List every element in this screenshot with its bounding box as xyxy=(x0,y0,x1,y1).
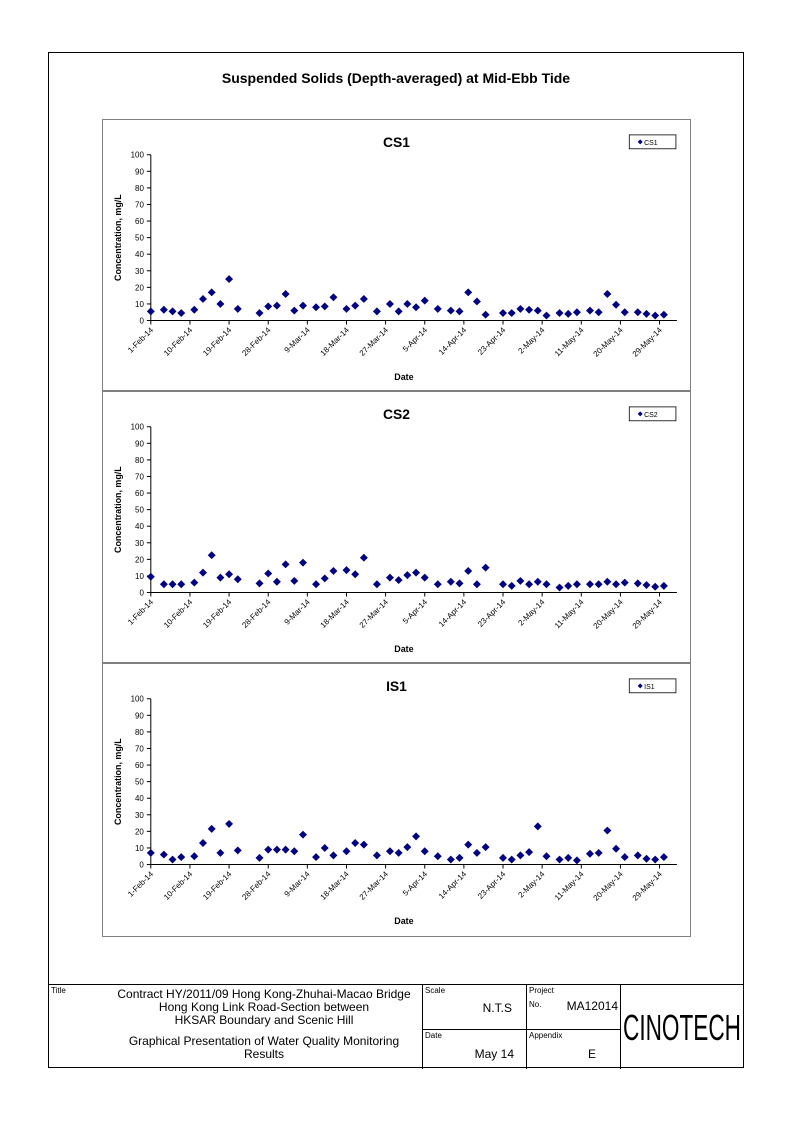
x-tick-label: 14-Apr-14 xyxy=(436,325,469,357)
data-point xyxy=(282,560,290,568)
y-tick-label: 0 xyxy=(139,316,144,326)
data-point xyxy=(264,846,272,854)
data-point xyxy=(312,853,320,861)
data-point xyxy=(473,297,481,305)
data-point xyxy=(447,307,455,315)
data-point xyxy=(343,847,351,855)
x-tick-label: 11-May-14 xyxy=(552,325,586,359)
data-point xyxy=(464,288,472,296)
data-point xyxy=(177,853,185,861)
data-point xyxy=(225,820,233,828)
legend-label: CS2 xyxy=(644,411,658,419)
cinotech-logo xyxy=(620,985,744,1069)
drawing-subtitle-line: Results xyxy=(243,1047,284,1061)
x-tick-label: 9-Mar-14 xyxy=(282,869,312,899)
data-point xyxy=(312,580,320,588)
data-point xyxy=(225,570,233,578)
data-point xyxy=(660,853,668,861)
x-tick-label: 10-Feb-14 xyxy=(162,325,195,358)
drawing-subtitle xyxy=(108,1035,420,1061)
data-point xyxy=(516,305,524,313)
title-label: Title xyxy=(51,986,66,995)
data-point xyxy=(508,856,516,864)
data-point xyxy=(273,846,281,854)
data-point xyxy=(573,308,581,316)
y-tick-label: 90 xyxy=(135,439,144,449)
data-point xyxy=(573,856,581,864)
x-tick-label: 23-Apr-14 xyxy=(476,325,508,357)
data-point xyxy=(543,852,551,860)
data-point xyxy=(147,573,155,581)
data-point xyxy=(434,852,442,860)
data-point xyxy=(234,305,242,313)
x-axis-label: Date xyxy=(394,916,414,927)
y-tick-label: 60 xyxy=(135,761,144,771)
x-tick-label: 5-Apr-14 xyxy=(400,597,430,626)
data-point xyxy=(556,584,564,592)
data-point xyxy=(564,582,572,590)
data-point xyxy=(386,300,394,308)
data-point xyxy=(603,827,611,835)
y-axis-label: Concentration, mg/L xyxy=(113,466,124,554)
data-point xyxy=(160,851,168,859)
date-label: Date xyxy=(425,1031,442,1040)
data-point xyxy=(412,303,420,311)
data-point xyxy=(412,569,420,577)
x-tick-label: 18-Mar-14 xyxy=(318,597,351,630)
x-tick-label: 1-Feb-14 xyxy=(126,325,156,355)
data-point xyxy=(586,580,594,588)
data-point xyxy=(621,853,629,861)
x-tick-label: 5-Apr-14 xyxy=(400,325,430,354)
data-point xyxy=(299,302,307,310)
data-point xyxy=(543,312,551,320)
data-point xyxy=(343,566,351,574)
data-point xyxy=(473,849,481,857)
data-point xyxy=(403,843,411,851)
data-point xyxy=(643,310,651,318)
project-number: MA12014 xyxy=(566,999,618,1013)
data-point xyxy=(169,580,177,588)
data-point xyxy=(321,844,329,852)
y-tick-label: 50 xyxy=(135,505,144,515)
appendix-value: E xyxy=(587,1047,596,1061)
data-point xyxy=(634,308,642,316)
y-tick-label: 50 xyxy=(135,233,144,243)
data-point xyxy=(282,290,290,298)
y-tick-label: 20 xyxy=(135,283,144,293)
data-point xyxy=(564,854,572,862)
y-tick-label: 70 xyxy=(135,472,144,482)
data-point xyxy=(473,580,481,588)
x-tick-label: 5-Apr-14 xyxy=(400,869,430,898)
chart-legend xyxy=(629,407,676,421)
x-tick-label: 2-May-14 xyxy=(516,869,547,900)
y-tick-label: 80 xyxy=(135,455,144,465)
data-point xyxy=(447,578,455,586)
data-point xyxy=(421,297,429,305)
data-point xyxy=(216,574,224,582)
data-point xyxy=(199,569,207,577)
x-tick-label: 1-Feb-14 xyxy=(126,597,156,627)
data-point xyxy=(329,567,337,575)
data-point xyxy=(208,288,216,296)
y-tick-label: 10 xyxy=(135,299,144,309)
x-tick-label: 29-May-14 xyxy=(630,597,664,631)
y-tick-label: 80 xyxy=(135,727,144,737)
chart-svg xyxy=(103,120,690,390)
data-point xyxy=(321,574,329,582)
drawing-subtitle-line: Graphical Presentation of Water Quality Monitoring xyxy=(128,1034,400,1048)
data-point xyxy=(456,854,464,862)
data-point xyxy=(299,559,307,567)
data-point xyxy=(256,309,264,317)
x-tick-label: 18-Mar-14 xyxy=(318,869,351,902)
data-point xyxy=(434,305,442,313)
data-point xyxy=(386,574,394,582)
legend-label: CS1 xyxy=(644,139,658,147)
data-point xyxy=(160,306,168,314)
y-tick-label: 70 xyxy=(135,744,144,754)
data-point xyxy=(351,839,359,847)
data-point xyxy=(456,579,464,587)
x-tick-label: 28-Feb-14 xyxy=(240,325,273,358)
data-point xyxy=(447,856,455,864)
data-point xyxy=(643,855,651,863)
data-point xyxy=(373,307,381,315)
data-point xyxy=(586,307,594,315)
x-tick-label: 23-Apr-14 xyxy=(476,597,508,629)
x-tick-label: 20-May-14 xyxy=(591,325,625,359)
data-point xyxy=(290,307,298,315)
data-point xyxy=(312,303,320,311)
data-point xyxy=(434,580,442,588)
data-point xyxy=(386,847,394,855)
data-point xyxy=(208,825,216,833)
data-point xyxy=(360,841,368,849)
data-point xyxy=(329,293,337,301)
data-point xyxy=(321,302,329,310)
title-block xyxy=(48,984,744,1068)
x-tick-label: 27-Mar-14 xyxy=(357,325,391,358)
data-point xyxy=(234,846,242,854)
data-point xyxy=(595,849,603,857)
data-point xyxy=(264,569,272,577)
x-tick-label: 10-Feb-14 xyxy=(162,869,195,902)
y-tick-label: 40 xyxy=(135,250,144,260)
data-point xyxy=(169,307,177,315)
x-tick-label: 19-Feb-14 xyxy=(201,869,234,902)
contract-title xyxy=(108,988,420,1027)
appendix-label: Appendix xyxy=(529,1031,563,1040)
x-tick-label: 18-Mar-14 xyxy=(318,325,351,358)
data-point xyxy=(456,307,464,315)
data-point xyxy=(190,306,198,314)
x-tick-label: 1-Feb-14 xyxy=(126,869,156,899)
y-tick-label: 70 xyxy=(135,200,144,210)
data-point xyxy=(643,581,651,589)
y-tick-label: 60 xyxy=(135,217,144,227)
y-tick-label: 20 xyxy=(135,555,144,565)
y-tick-label: 50 xyxy=(135,777,144,787)
logo-text: CINOTECH xyxy=(623,1007,741,1048)
data-point xyxy=(482,564,490,572)
data-point xyxy=(634,851,642,859)
data-point xyxy=(586,850,594,858)
data-point xyxy=(499,580,507,588)
data-point xyxy=(264,302,272,310)
data-point xyxy=(612,301,620,309)
x-tick-label: 29-May-14 xyxy=(630,325,664,359)
y-tick-label: 100 xyxy=(130,422,144,432)
scale-value: N.T.S xyxy=(482,1001,512,1015)
data-point xyxy=(621,579,629,587)
y-axis-label: Concentration, mg/L xyxy=(113,194,124,282)
data-point xyxy=(329,851,337,859)
x-tick-label: 14-Apr-14 xyxy=(436,869,469,901)
data-point xyxy=(573,580,581,588)
y-tick-label: 30 xyxy=(135,810,144,820)
data-point xyxy=(421,574,429,582)
y-tick-label: 100 xyxy=(130,150,144,160)
x-tick-label: 27-Mar-14 xyxy=(357,597,391,630)
contract-title-line: HKSAR Boundary and Scenic Hill xyxy=(174,1013,354,1027)
y-tick-label: 30 xyxy=(135,266,144,276)
data-point xyxy=(360,554,368,562)
x-tick-label: 29-May-14 xyxy=(630,869,664,903)
data-point xyxy=(343,305,351,313)
y-tick-label: 90 xyxy=(135,167,144,177)
data-point xyxy=(603,578,611,586)
data-point xyxy=(516,577,524,585)
data-point xyxy=(395,849,403,857)
data-point xyxy=(256,579,264,587)
data-point xyxy=(373,851,381,859)
y-tick-label: 60 xyxy=(135,489,144,499)
x-tick-label: 19-Feb-14 xyxy=(201,597,234,630)
data-point xyxy=(525,306,533,314)
x-tick-label: 2-May-14 xyxy=(516,597,547,628)
data-point xyxy=(595,308,603,316)
data-point xyxy=(534,578,542,586)
y-tick-label: 10 xyxy=(135,843,144,853)
data-point xyxy=(147,307,155,315)
data-point xyxy=(290,847,298,855)
data-point xyxy=(360,295,368,303)
data-point xyxy=(421,847,429,855)
chart-title: CS1 xyxy=(383,133,410,150)
data-point xyxy=(290,577,298,585)
chart-title: IS1 xyxy=(386,677,407,694)
data-point xyxy=(199,839,207,847)
x-tick-label: 19-Feb-14 xyxy=(201,325,234,358)
x-tick-label: 20-May-14 xyxy=(591,597,625,631)
data-point xyxy=(499,854,507,862)
data-point xyxy=(621,308,629,316)
data-point xyxy=(199,295,207,303)
legend-label: IS1 xyxy=(644,683,655,691)
data-point xyxy=(595,580,603,588)
data-point xyxy=(234,575,242,583)
y-tick-label: 0 xyxy=(139,860,144,870)
data-point xyxy=(634,579,642,587)
project-no-label: No. xyxy=(529,1000,542,1009)
y-tick-label: 30 xyxy=(135,538,144,548)
y-tick-label: 40 xyxy=(135,522,144,532)
data-point xyxy=(508,582,516,590)
data-point xyxy=(534,822,542,830)
project-label: Project xyxy=(529,986,554,995)
y-tick-label: 20 xyxy=(135,827,144,837)
chart-svg xyxy=(103,392,690,662)
data-point xyxy=(299,831,307,839)
data-point xyxy=(612,845,620,853)
data-point xyxy=(282,846,290,854)
data-point xyxy=(216,849,224,857)
y-tick-label: 100 xyxy=(130,694,144,704)
data-point xyxy=(160,580,168,588)
data-point xyxy=(516,851,524,859)
x-tick-label: 11-May-14 xyxy=(552,869,586,903)
data-point xyxy=(660,582,668,590)
x-tick-label: 9-Mar-14 xyxy=(282,325,312,355)
x-tick-label: 10-Feb-14 xyxy=(162,597,195,630)
data-point xyxy=(273,578,281,586)
data-point xyxy=(395,307,403,315)
y-tick-label: 80 xyxy=(135,183,144,193)
data-point xyxy=(525,580,533,588)
page-title: Suspended Solids (Depth-averaged) at Mid-Ebb Tide xyxy=(221,70,571,86)
data-point xyxy=(177,580,185,588)
x-tick-label: 28-Feb-14 xyxy=(240,869,273,902)
chart-svg xyxy=(103,664,690,936)
data-point xyxy=(147,849,155,857)
data-point xyxy=(651,583,659,591)
data-point xyxy=(351,570,359,578)
chart-cs1 xyxy=(102,119,691,391)
data-point xyxy=(464,567,472,575)
date-value: May 14 xyxy=(474,1047,514,1061)
x-tick-label: 2-May-14 xyxy=(516,325,547,356)
x-tick-label: 14-Apr-14 xyxy=(436,597,469,629)
x-tick-label: 28-Feb-14 xyxy=(240,597,273,630)
x-tick-label: 9-Mar-14 xyxy=(282,597,312,627)
data-point xyxy=(556,309,564,317)
x-tick-label: 20-May-14 xyxy=(591,869,625,903)
chart-legend xyxy=(629,679,676,693)
data-point xyxy=(373,580,381,588)
data-point xyxy=(395,576,403,584)
data-point xyxy=(556,856,564,864)
y-axis-label: Concentration, mg/L xyxy=(113,738,124,826)
chart-cs2 xyxy=(102,391,691,663)
data-point xyxy=(208,551,216,559)
contract-title-line: Hong Kong Link Road-Section between xyxy=(158,1000,370,1014)
data-point xyxy=(543,580,551,588)
data-point xyxy=(508,309,516,317)
x-tick-label: 23-Apr-14 xyxy=(476,869,508,901)
data-point xyxy=(482,843,490,851)
y-tick-label: 10 xyxy=(135,571,144,581)
data-point xyxy=(482,311,490,319)
data-point xyxy=(190,852,198,860)
data-point xyxy=(603,290,611,298)
x-axis-label: Date xyxy=(394,644,414,655)
data-point xyxy=(525,848,533,856)
data-point xyxy=(464,841,472,849)
data-point xyxy=(612,580,620,588)
data-point xyxy=(403,571,411,579)
chart-legend xyxy=(629,135,676,149)
data-point xyxy=(225,275,233,283)
data-point xyxy=(273,302,281,310)
data-point xyxy=(177,309,185,317)
x-axis-label: Date xyxy=(394,372,414,383)
data-point xyxy=(403,300,411,308)
data-point xyxy=(256,854,264,862)
data-point xyxy=(351,302,359,310)
x-tick-label: 27-Mar-14 xyxy=(357,869,391,902)
data-point xyxy=(412,832,420,840)
data-point xyxy=(564,310,572,318)
y-tick-label: 90 xyxy=(135,711,144,721)
scale-label: Scale xyxy=(425,986,446,995)
data-point xyxy=(190,579,198,587)
data-point xyxy=(499,309,507,317)
y-tick-label: 40 xyxy=(135,794,144,804)
x-tick-label: 11-May-14 xyxy=(552,597,586,631)
data-point xyxy=(216,300,224,308)
data-point xyxy=(651,856,659,864)
chart-title: CS2 xyxy=(383,405,410,422)
data-point xyxy=(534,307,542,315)
contract-title-line: Contract HY/2011/09 Hong Kong-Zhuhai-Macao Bridge xyxy=(117,987,411,1001)
data-point xyxy=(169,856,177,864)
y-tick-label: 0 xyxy=(139,588,144,598)
data-point xyxy=(651,312,659,320)
data-point xyxy=(660,311,668,319)
chart-is1 xyxy=(102,663,691,937)
